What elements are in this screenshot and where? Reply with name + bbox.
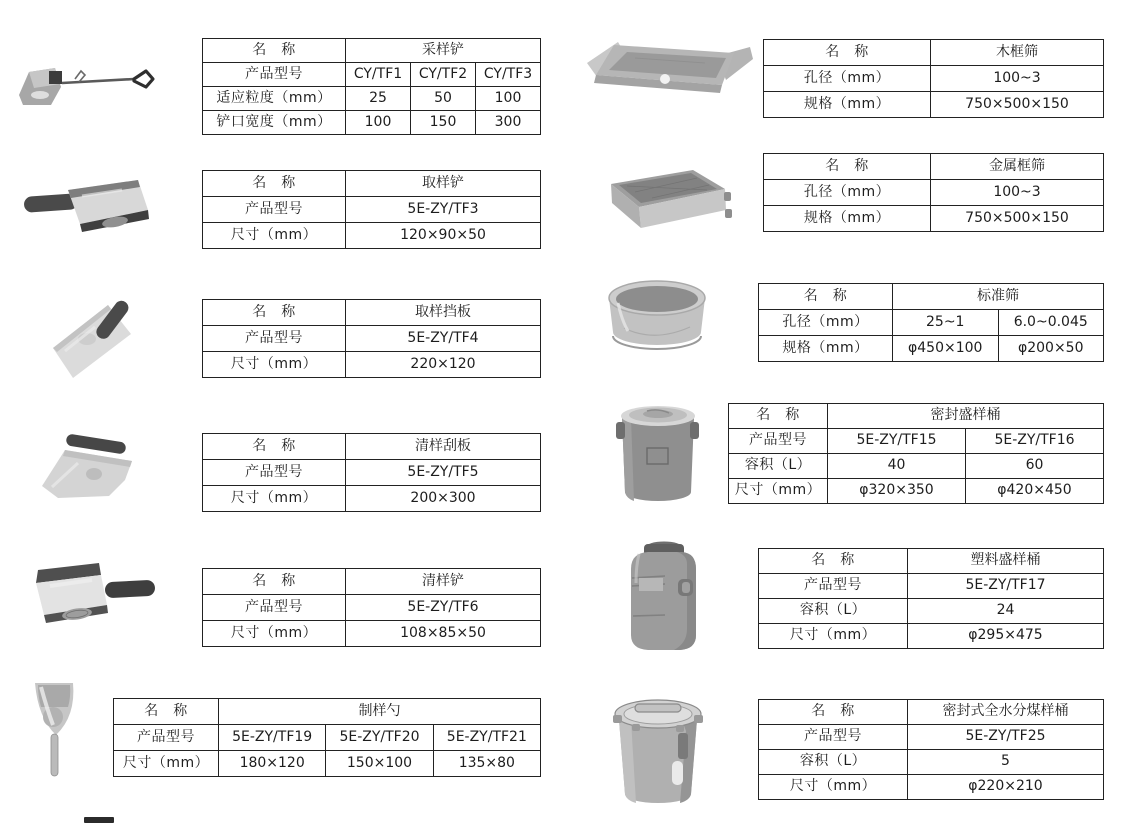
spec-row [203,434,541,460]
spec-row-label: 产品型号 [203,63,346,87]
spec-row-label: 容积（L） [729,454,828,479]
spec-row-label: 规格（mm） [759,336,893,362]
spec-row-value: 200×300 [346,486,541,512]
spec-row-value: 60 [966,454,1104,479]
page-corner-mark [84,817,114,823]
spec-row-value: 5E-ZY/TF21 [433,725,540,751]
spec-row [764,66,1104,92]
spec-row-value: 塑料盛样桶 [908,549,1104,574]
spec-row-value: φ220×210 [908,775,1104,800]
spec-row-label: 名 称 [759,700,908,725]
spec-row-value: 清样刮板 [346,434,541,460]
spec-row-label: 尺寸（mm） [114,751,219,777]
spec-row-value: 750×500×150 [931,92,1104,118]
spec-row [759,775,1104,800]
spec-row-value: 密封盛样桶 [828,404,1104,429]
spec-row-value: 5E-ZY/TF20 [326,725,433,751]
spec-row-value: φ420×450 [966,479,1104,504]
spec-row-label: 产品型号 [203,595,346,621]
spec-row-value: 750×500×150 [931,206,1104,232]
spec-row-label: 适应粒度（mm） [203,87,346,111]
sample-scraper-spec-table [202,433,541,512]
spec-row [759,549,1104,574]
spec-row-label: 尺寸（mm） [759,624,908,649]
spec-row-value: 5E-ZY/TF16 [966,429,1104,454]
spec-row [114,751,541,777]
spec-row [203,223,541,249]
spec-row [759,725,1104,750]
spec-row [759,574,1104,599]
spec-row [203,595,541,621]
spec-row [203,111,541,135]
spec-row-value: 220×120 [346,352,541,378]
spec-row [759,284,1104,310]
square-pan-shovel-photo [22,176,152,234]
spec-row-value: φ320×350 [828,479,966,504]
spec-row-value: 180×120 [219,751,326,777]
wood-frame-sieve-spec-table [763,39,1104,118]
sealed-metal-sample-bucket-photo [614,401,700,508]
spec-row-value: φ450×100 [893,336,999,362]
spec-row [203,352,541,378]
spec-row-value: 100~3 [931,66,1104,92]
sample-scoop-photo [28,677,84,783]
spec-row-value: 取样挡板 [346,300,541,326]
spec-row [203,87,541,111]
spec-row-label: 名 称 [203,300,346,326]
spec-row-value: 6.0~0.045 [998,310,1104,336]
spec-row-value: 135×80 [433,751,540,777]
spec-row-value: CY/TF3 [476,63,541,87]
spec-row-value: 标准筛 [893,284,1104,310]
spec-row-label: 尺寸（mm） [203,223,346,249]
spec-row [764,180,1104,206]
spec-row-value: 清样铲 [346,569,541,595]
spec-row-label: 名 称 [203,569,346,595]
plastic-sample-barrel-spec-table [758,548,1104,649]
sample-scoop-spec-table [113,698,541,777]
spec-row-value: 100 [346,111,411,135]
spec-row-value: φ200×50 [998,336,1104,362]
spec-row-label: 产品型号 [759,725,908,750]
spec-row-value: 300 [476,111,541,135]
sample-scraper-plate-photo [38,429,145,503]
spec-row-value: 取样铲 [346,171,541,197]
spec-row-label: 名 称 [203,171,346,197]
spec-row [203,197,541,223]
spec-row-label: 名 称 [114,699,219,725]
plastic-sample-barrel-photo [627,538,700,655]
spec-row [759,599,1104,624]
spec-row-label: 产品型号 [729,429,828,454]
wood-frame-sieve-photo [585,34,755,105]
sealed-moisture-coal-sample-bucket-photo [612,691,704,810]
spec-row-value: 制样勺 [219,699,541,725]
spec-row-label: 名 称 [764,40,931,66]
spec-row-value: 25~1 [893,310,999,336]
spec-row-label: 尺寸（mm） [203,352,346,378]
spec-row [203,39,541,63]
standard-sieve-spec-table [758,283,1104,362]
spec-row [203,486,541,512]
spec-row-label: 孔径（mm） [759,310,893,336]
spec-row-label: 产品型号 [759,574,908,599]
spec-row [764,206,1104,232]
spec-row-value: 5E-ZY/TF4 [346,326,541,352]
spec-row-value: 金属框筛 [931,154,1104,180]
spec-row [114,725,541,751]
spec-row-value: 24 [908,599,1104,624]
sealed-sample-bucket-spec-table [728,403,1104,504]
spec-row-label: 容积（L） [759,750,908,775]
spec-row-value: 5E-ZY/TF15 [828,429,966,454]
spec-row-label: 尺寸（mm） [203,486,346,512]
spec-row-value: 150 [411,111,476,135]
spec-row-value: CY/TF1 [346,63,411,87]
spec-row-label: 尺寸（mm） [729,479,828,504]
spec-row [203,621,541,647]
spec-row-value: 100 [476,87,541,111]
sampling-baffle-spec-table [202,299,541,378]
spec-row-value: 100~3 [931,180,1104,206]
spec-row [114,699,541,725]
spec-row [764,92,1104,118]
spec-row-label: 铲口宽度（mm） [203,111,346,135]
spec-row-label: 产品型号 [203,460,346,486]
spec-row-value: 108×85×50 [346,621,541,647]
spec-row-value: 采样铲 [346,39,541,63]
round-standard-sieve-photo [604,273,710,356]
spec-row [729,454,1104,479]
spec-row [759,700,1104,725]
spec-row [203,171,541,197]
metal-frame-sieve-photo [597,162,734,235]
spec-row-label: 规格（mm） [764,92,931,118]
spec-row-value: 150×100 [326,751,433,777]
spec-row-value: 木框筛 [931,40,1104,66]
spec-row-value: 5E-ZY/TF6 [346,595,541,621]
spec-row [759,624,1104,649]
spec-row-value: 25 [346,87,411,111]
spec-row [203,569,541,595]
sealed-moisture-coal-bucket-spec-table [758,699,1104,800]
spec-row [203,460,541,486]
spec-row-label: 孔径（mm） [764,66,931,92]
long-handle-sampling-shovel-photo [15,62,157,114]
box-cleaning-shovel-photo [28,556,159,627]
spec-row-value: 5E-ZY/TF19 [219,725,326,751]
spec-row [759,336,1104,362]
spec-row [759,310,1104,336]
spec-row-label: 名 称 [759,549,908,574]
spec-row [729,404,1104,429]
sampling-baffle-plate-photo [45,299,140,383]
spec-row [764,154,1104,180]
spec-row-value: 5E-ZY/TF5 [346,460,541,486]
sampling-shovel-spec-table [202,38,541,135]
spec-row-label: 规格（mm） [764,206,931,232]
spec-row-label: 产品型号 [203,326,346,352]
spec-row-label: 孔径（mm） [764,180,931,206]
spec-row-value: 40 [828,454,966,479]
box-cleaning-shovel-spec-table [202,568,541,647]
metal-frame-sieve-spec-table [763,153,1104,232]
spec-row-label: 名 称 [764,154,931,180]
spec-row [203,326,541,352]
spec-row-value: CY/TF2 [411,63,476,87]
spec-row-label: 容积（L） [759,599,908,624]
spec-row-value: 5 [908,750,1104,775]
spec-row-label: 名 称 [203,434,346,460]
spec-row-label: 名 称 [759,284,893,310]
spec-row-value: 密封式全水分煤样桶 [908,700,1104,725]
spec-row-value: 5E-ZY/TF25 [908,725,1104,750]
spec-row-label: 产品型号 [114,725,219,751]
spec-row-value: 120×90×50 [346,223,541,249]
spec-row-label: 名 称 [729,404,828,429]
spec-row [759,750,1104,775]
spec-row [729,429,1104,454]
spec-row-label: 尺寸（mm） [759,775,908,800]
spec-row-label: 尺寸（mm） [203,621,346,647]
spec-row [203,300,541,326]
spec-row [203,63,541,87]
spec-row-value: φ295×475 [908,624,1104,649]
spec-row-label: 名 称 [203,39,346,63]
spec-row-value: 5E-ZY/TF3 [346,197,541,223]
spec-row-value: 5E-ZY/TF17 [908,574,1104,599]
spec-row-label: 产品型号 [203,197,346,223]
spec-row-value: 50 [411,87,476,111]
spec-row [764,40,1104,66]
square-pan-shovel-spec-table [202,170,541,249]
spec-row [729,479,1104,504]
